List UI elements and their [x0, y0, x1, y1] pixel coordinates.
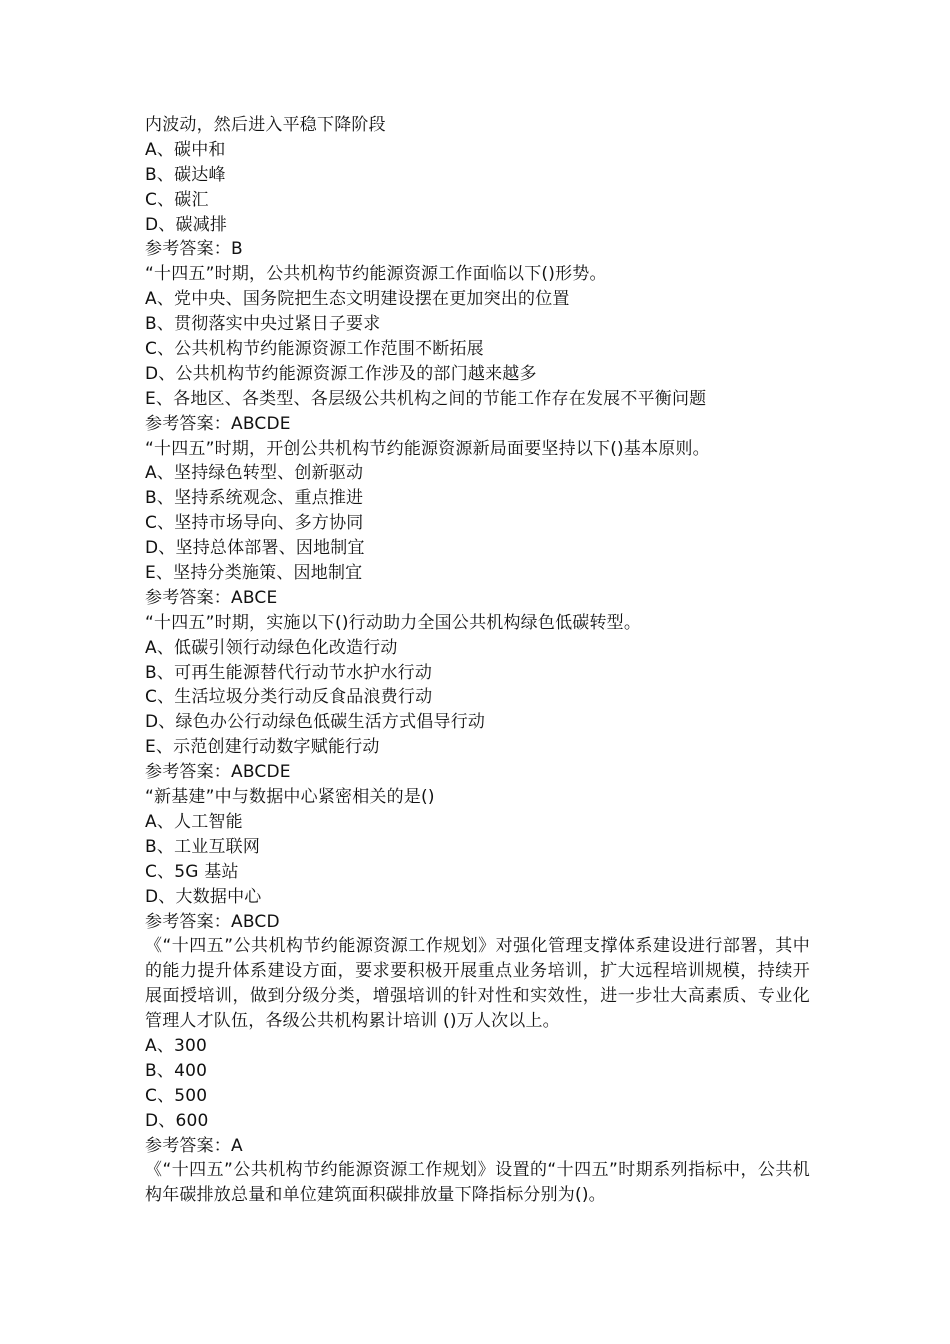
option-d: D、公共机构节约能源资源工作涉及的部门越来越多	[145, 363, 537, 384]
option-c: C、坚持市场导向、多方协同	[145, 513, 364, 534]
option-e: E、坚持分类施策、因地制宜	[145, 563, 363, 584]
option-c: C、生活垃圾分类行动反食品浪费行动	[145, 687, 433, 708]
option-d: D、大数据中心	[145, 886, 262, 907]
question-text: “新基建”中与数据中心紧密相关的是()	[145, 787, 435, 808]
option-b: B、400	[145, 1060, 208, 1081]
answer-line: 参考答案：ABCE	[145, 587, 278, 608]
option-b: B、碳达峰	[145, 164, 226, 185]
question-text: “十四五”时期，实施以下()行动助力全国公共机构绿色低碳转型。	[145, 612, 642, 633]
answer-line: 参考答案：B	[145, 239, 243, 260]
option-b: B、可再生能源替代行动节水护水行动	[145, 662, 433, 683]
document-body	[145, 113, 810, 1208]
option-a: A、300	[145, 1036, 208, 1057]
question-text: “十四五”时期，开创公共机构节约能源资源新局面要坚持以下()基本原则。	[145, 438, 710, 459]
option-b: B、贯彻落实中央过紧日子要求	[145, 314, 381, 335]
option-b: B、工业互联网	[145, 836, 261, 857]
answer-line: 参考答案：ABCDE	[145, 413, 291, 434]
option-b: B、坚持系统观念、重点推进	[145, 488, 364, 509]
option-a: A、人工智能	[145, 811, 243, 832]
question-text: “十四五”时期，公共机构节约能源资源工作面临以下()形势。	[145, 264, 607, 285]
option-d: D、坚持总体部署、因地制宜	[145, 538, 365, 559]
option-e: E、各地区、各类型、各层级公共机构之间的节能工作存在发展不平衡问题	[145, 388, 707, 409]
answer-line: 参考答案：ABCD	[145, 911, 280, 932]
question-text: 《“十四五”公共机构节约能源资源工作规划》设置的“十四五”时期系列指标中，公共机构年碳排放总量和单位建筑面积碳排放量下降指标分别为()。	[145, 1160, 810, 1206]
option-d: D、绿色办公行动绿色低碳生活方式倡导行动	[145, 712, 486, 733]
option-c: C、500	[145, 1085, 208, 1106]
option-a: A、党中央、国务院把生态文明建设摆在更加突出的位置	[145, 289, 570, 310]
option-c: C、5G 基站	[145, 861, 239, 882]
answer-line: 参考答案：ABCDE	[145, 762, 291, 783]
option-c: C、碳汇	[145, 189, 209, 210]
option-a: A、碳中和	[145, 139, 226, 160]
option-a: A、坚持绿色转型、创新驱动	[145, 463, 364, 484]
question-text: 《“十四五”公共机构节约能源资源工作规划》对强化管理支撑体系建设进行部署，其中的能力提升体系建设方面，要求要积极开展重点业务培训，扩大远程培训规模，持续开展面授培训，做到分级分类，增强培训的针对性和实效性，进一步壮大高素质、专业化管理人才队伍，各级公共机构累计培训 ()万人次以上。	[145, 936, 810, 1032]
option-d: D、600	[145, 1110, 209, 1131]
option-c: C、公共机构节约能源资源工作范围不断拓展	[145, 339, 484, 360]
option-e: E、示范创建行动数字赋能行动	[145, 737, 380, 758]
answer-line: 参考答案：A	[145, 1135, 243, 1156]
option-a: A、低碳引领行动绿色化改造行动	[145, 637, 398, 658]
option-d: D、碳减排	[145, 214, 228, 235]
text-line: 内波动，然后进入平稳下降阶段	[145, 115, 386, 135]
